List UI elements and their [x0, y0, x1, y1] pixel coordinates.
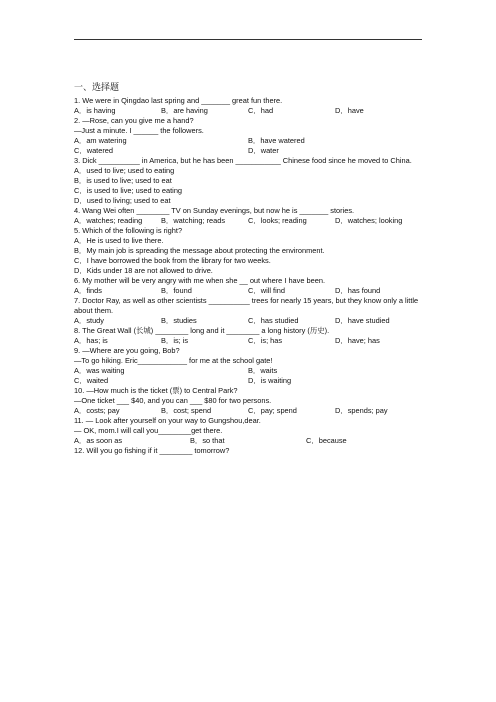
answer-option[interactable]: A．has; is	[74, 336, 108, 345]
answer-option[interactable]: D．watches; looking	[335, 216, 403, 225]
question-2	[74, 116, 424, 156]
question-number: 8.	[74, 326, 81, 335]
stem-text: — Look after yourself on your way to Gungshou,dear.	[85, 416, 261, 425]
answer-option[interactable]: B．is; is	[161, 336, 189, 345]
option-row	[74, 376, 424, 386]
option-row	[74, 246, 424, 256]
stem-text: —Where are you going, Bob?	[82, 346, 180, 355]
question-number: 3.	[74, 156, 81, 165]
question-12	[74, 446, 424, 456]
question-4	[74, 206, 424, 226]
option-row	[74, 286, 424, 296]
option-row	[74, 266, 424, 276]
answer-option[interactable]: A．watches; reading	[74, 216, 143, 225]
stem-text: —Rose, can you give me a hand?	[82, 116, 194, 125]
answer-option[interactable]: D．water	[248, 146, 279, 155]
stem-text: —To go hiking. Eric____________ for me at the school gate!	[74, 356, 273, 365]
question-stem	[74, 276, 424, 286]
stem-text: We were in Qingdao last spring and _______ great fun there.	[82, 96, 283, 105]
question-number: 5.	[74, 226, 81, 235]
question-3	[74, 156, 424, 206]
question-dialogue-line	[74, 356, 424, 366]
answer-option[interactable]: B．cost; spend	[161, 406, 212, 415]
option-row	[74, 406, 424, 416]
stem-text: Dick __________ in America, but he has been ___________ Chinese food since he moved to China.	[82, 156, 412, 165]
question-5	[74, 226, 424, 276]
answer-option[interactable]: A．used to live; used to eating	[74, 166, 175, 175]
answer-option[interactable]: D．have	[335, 106, 364, 115]
answer-option[interactable]: C．waited	[74, 376, 109, 385]
option-row	[74, 186, 424, 196]
question-stem	[74, 206, 424, 216]
answer-option[interactable]: A．costs; pay	[74, 406, 120, 415]
answer-option[interactable]: C．pay; spend	[248, 406, 297, 415]
answer-option[interactable]: C．because	[306, 436, 347, 445]
question-list	[74, 82, 424, 456]
question-stem	[74, 446, 424, 456]
option-row	[74, 196, 424, 206]
answer-option[interactable]: B．is used to live; used to eat	[74, 176, 172, 185]
stem-text: My mother will be very angry with me when she __ out where I have been.	[82, 276, 326, 285]
question-number: 7.	[74, 296, 81, 305]
answer-option[interactable]: B．watching; reads	[161, 216, 226, 225]
stem-text: —How much is the ticket (票) to Central Park?	[86, 386, 238, 395]
question-number: 11.	[74, 416, 84, 425]
answer-option[interactable]: A．study	[74, 316, 104, 325]
question-7	[74, 296, 424, 326]
option-row	[74, 136, 424, 146]
question-number: 9.	[74, 346, 81, 355]
option-row	[74, 106, 424, 116]
answer-option[interactable]: A．finds	[74, 286, 102, 295]
answer-option[interactable]: D．is waiting	[248, 376, 292, 385]
answer-option[interactable]: C．I have borrowed the book from the library for two weeks.	[74, 256, 271, 265]
answer-option[interactable]: D．have; has	[335, 336, 380, 345]
stem-text: Doctor Ray, as well as other scientists __________ trees for nearly 15 years, but they know only a little about them.	[74, 296, 419, 315]
question-number: 12.	[74, 446, 85, 455]
question-stem	[74, 156, 424, 166]
answer-option[interactable]: C．watered	[74, 146, 114, 155]
answer-option[interactable]: A．as soon as	[74, 436, 123, 445]
answer-option[interactable]: C．is used to live; used to eating	[74, 186, 183, 195]
question-stem	[74, 296, 424, 316]
question-number: 6.	[74, 276, 81, 285]
stem-text: The Great Wall (长城) ________ long and it ________ a long history (历史).	[82, 326, 330, 335]
answer-option[interactable]: B．studies	[161, 316, 197, 325]
question-10	[74, 386, 424, 416]
section-title: 一、选择题	[74, 82, 120, 92]
stem-text: Will you go fishing if it ________ tomorrow?	[86, 446, 230, 455]
answer-option[interactable]: D．Kids under 18 are not allowed to drive.	[74, 266, 213, 275]
answer-option[interactable]: D．used to living; used to eat	[74, 196, 171, 205]
answer-option[interactable]: A．was waiting	[74, 366, 125, 375]
question-stem	[74, 416, 424, 426]
answer-option[interactable]: B．so that	[190, 436, 225, 445]
question-number: 4.	[74, 206, 81, 215]
option-row	[74, 316, 424, 326]
answer-option[interactable]: A．is having	[74, 106, 116, 115]
answer-option[interactable]: C．will find	[248, 286, 285, 295]
question-stem	[74, 326, 424, 336]
answer-option[interactable]: A．am watering	[74, 136, 127, 145]
question-number: 10.	[74, 386, 85, 395]
question-8	[74, 326, 424, 346]
option-row	[74, 366, 424, 376]
stem-text: — OK, mom.I will call you________get there.	[74, 426, 223, 435]
answer-option[interactable]: B．My main job is spreading the message about protecting the environment.	[74, 246, 325, 255]
answer-option[interactable]: D．spends; pay	[335, 406, 388, 415]
question-1	[74, 96, 424, 116]
answer-option[interactable]: B．waits	[248, 366, 278, 375]
answer-option[interactable]: C．has studied	[248, 316, 299, 325]
answer-option[interactable]: A．He is used to live there.	[74, 236, 164, 245]
answer-option[interactable]: D．has found	[335, 286, 381, 295]
header-rule	[74, 39, 422, 40]
stem-text: Wang Wei often ________ TV on Sunday evenings, but now he is _______ stories.	[82, 206, 355, 215]
question-stem	[74, 96, 424, 106]
option-row	[74, 236, 424, 246]
option-row	[74, 176, 424, 186]
answer-option[interactable]: B．are having	[161, 106, 208, 115]
answer-option[interactable]: C．had	[248, 106, 274, 115]
answer-option[interactable]: B．have watered	[248, 136, 305, 145]
answer-option[interactable]: D．have studied	[335, 316, 390, 325]
question-6	[74, 276, 424, 296]
question-stem	[74, 116, 424, 126]
option-row	[74, 436, 424, 446]
option-row	[74, 256, 424, 266]
answer-option[interactable]: C．looks; reading	[248, 216, 307, 225]
question-number: 1.	[74, 96, 81, 105]
question-dialogue-line	[74, 426, 424, 436]
stem-text: Which of the following is right?	[82, 226, 183, 235]
answer-option[interactable]: C．is; has	[248, 336, 283, 345]
option-row	[74, 146, 424, 156]
question-stem	[74, 346, 424, 356]
option-row	[74, 336, 424, 346]
stem-text: —Just a minute. I ______ the followers.	[74, 126, 204, 135]
question-stem	[74, 226, 424, 236]
option-row	[74, 216, 424, 226]
question-dialogue-line	[74, 396, 424, 406]
question-11	[74, 416, 424, 446]
stem-text: —One ticket ___ $40, and you can ___ $80 for two persons.	[74, 396, 272, 405]
question-dialogue-line	[74, 126, 424, 136]
question-number: 2.	[74, 116, 81, 125]
option-row	[74, 166, 424, 176]
question-9	[74, 346, 424, 386]
answer-option[interactable]: B．found	[161, 286, 192, 295]
question-stem	[74, 386, 424, 396]
